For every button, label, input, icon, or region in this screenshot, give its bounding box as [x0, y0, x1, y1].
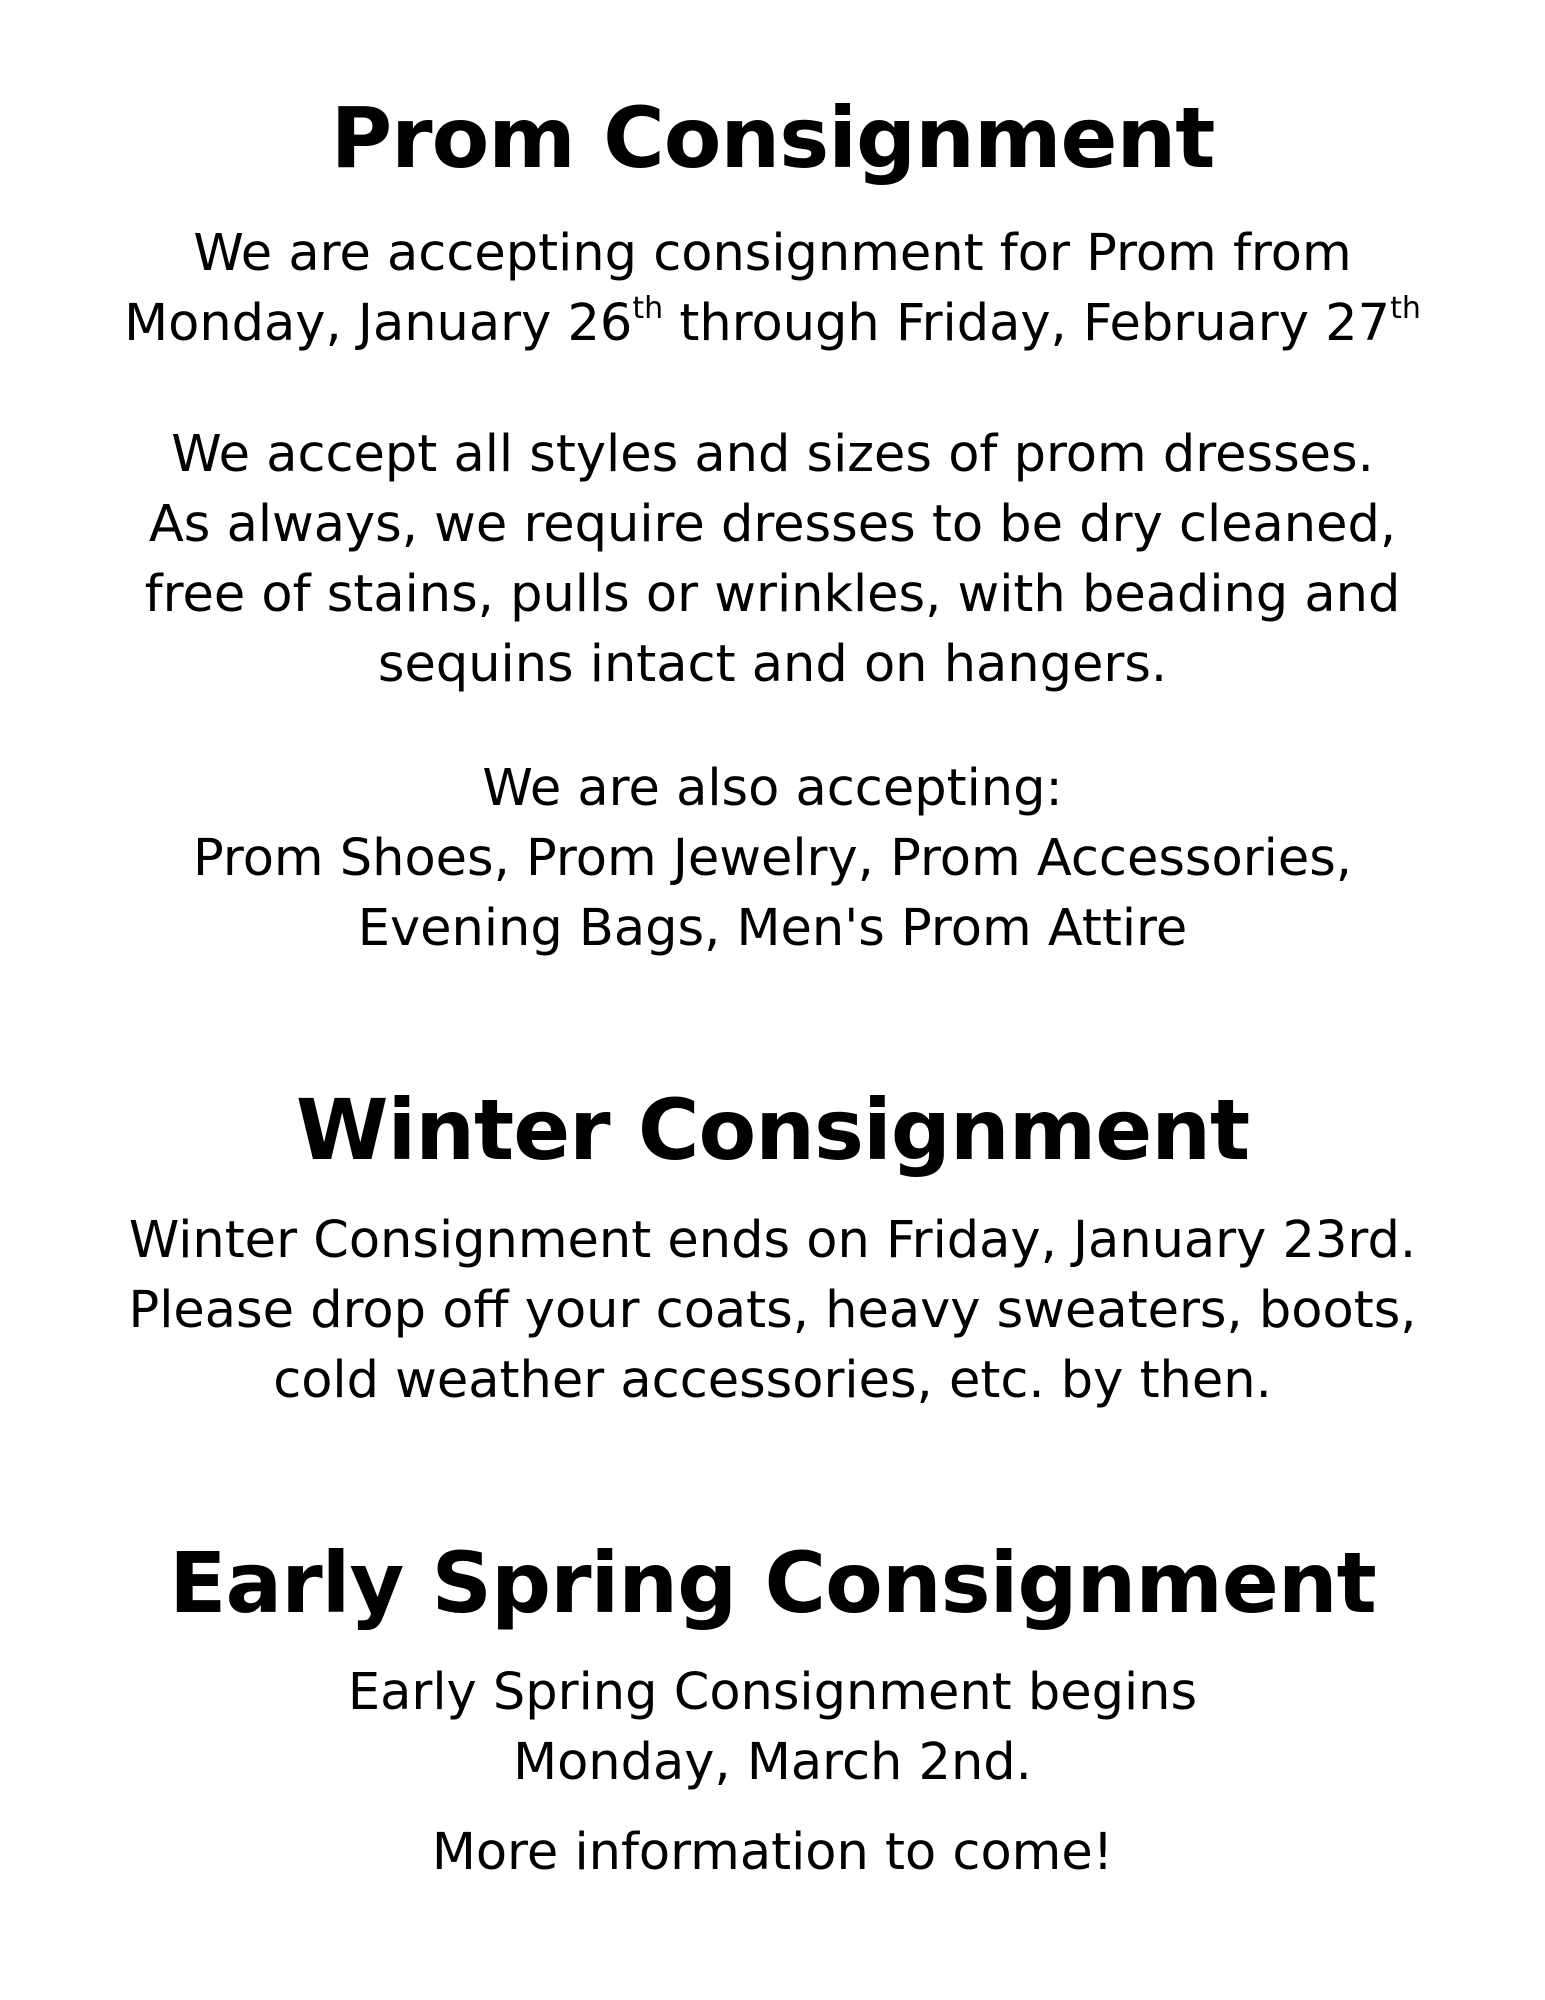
spring-closing-note [0, 1818, 1545, 1888]
prom-end-date: through Friday, February 27 [663, 294, 1391, 353]
winter-line-1: Winter Consignment ends on Friday, January 23rd. [128, 1211, 1417, 1270]
spring-line-2: Monday, March 2nd. [513, 1733, 1032, 1792]
prom-also-line-1: We are also accepting: [482, 759, 1063, 818]
spring-paragraph [0, 1658, 1545, 1798]
prom-dates-paragraph [0, 219, 1545, 359]
prom-requirements-line-1: We accept all styles and sizes of prom dresses. [171, 425, 1374, 484]
spring-heading: Early Spring Consignment [169, 1534, 1376, 1632]
prom-start-date: Monday, January 26 [124, 294, 633, 353]
prom-also-accepting-paragraph [0, 754, 1545, 964]
winter-line-3: cold weather accessories, etc. by then. [273, 1351, 1272, 1410]
ordinal-suffix: th [632, 291, 664, 326]
prom-requirements-line-3: free of stains, pulls or wrinkles, with beading and [144, 565, 1401, 624]
winter-line-2: Please drop off your coats, heavy sweaters, boots, [128, 1281, 1417, 1340]
prom-heading: Prom Consignment [330, 89, 1215, 187]
prom-requirements-line-2: As always, we require dresses to be dry cleaned, [148, 495, 1397, 554]
prom-dates-line-1: We are accepting consignment for Prom from [193, 224, 1352, 283]
prom-also-line-2: Prom Shoes, Prom Jewelry, Prom Accessories, [192, 829, 1352, 888]
spring-line-1: Early Spring Consignment begins [347, 1663, 1198, 1722]
prom-also-line-3: Evening Bags, Men's Prom Attire [357, 899, 1188, 958]
prom-requirements-line-4: sequins intact and on hangers. [377, 635, 1168, 694]
winter-heading: Winter Consignment [295, 1081, 1250, 1179]
winter-paragraph [0, 1206, 1545, 1416]
prom-dates-line-2 [0, 289, 1545, 359]
prom-requirements-paragraph [0, 420, 1545, 700]
ordinal-suffix: th [1390, 291, 1421, 326]
closing-line: More information to come! [431, 1823, 1114, 1882]
